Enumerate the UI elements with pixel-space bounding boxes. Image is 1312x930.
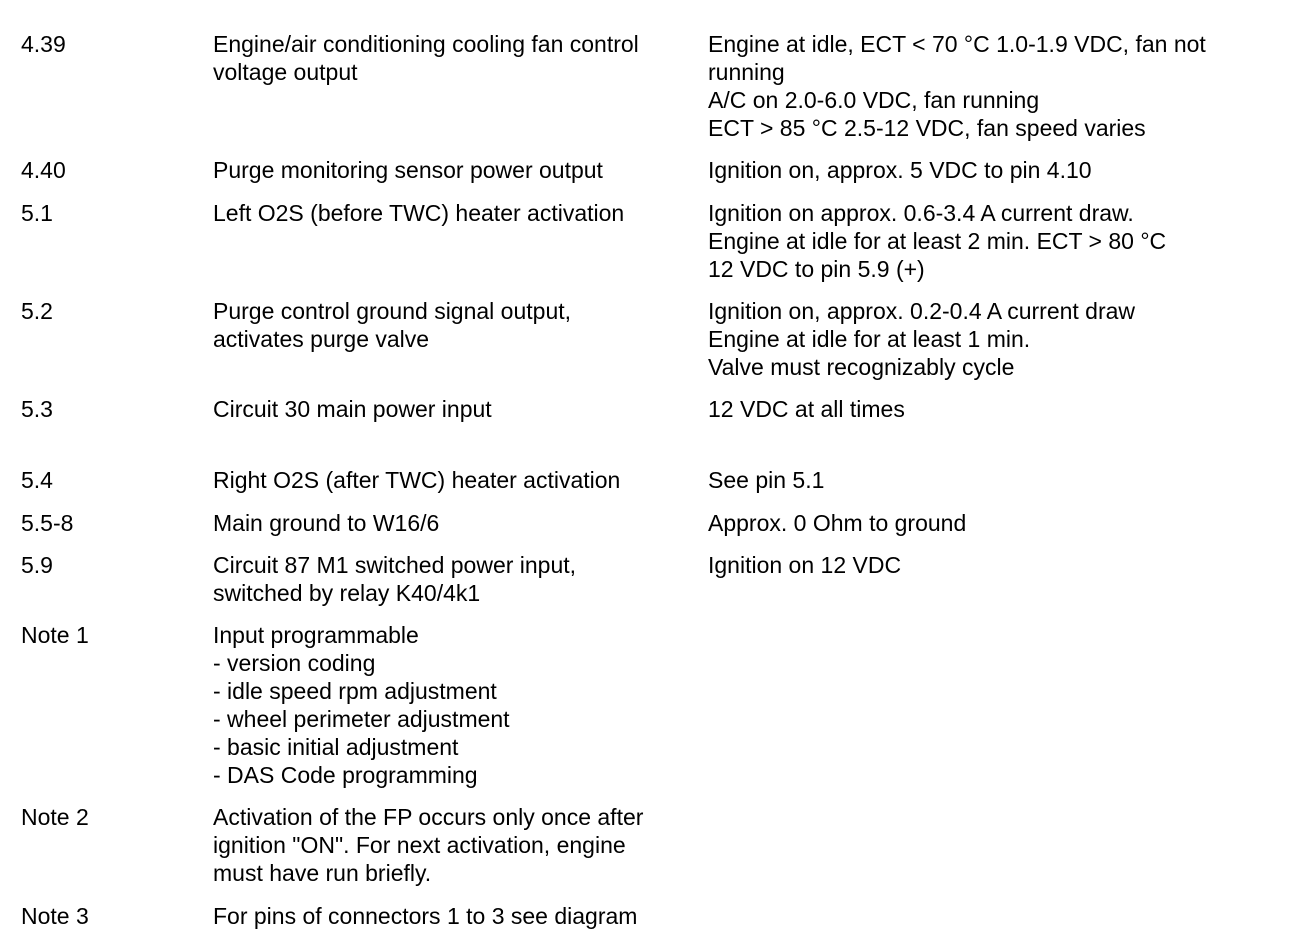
pin-cell: [21, 395, 201, 423]
pin-cell: [21, 199, 201, 227]
test-condition-line: Ignition on, approx. 0.2-0.4 A current draw: [708, 298, 1136, 324]
test-condition-cell: [708, 30, 1298, 142]
test-condition-cell: [708, 156, 1298, 184]
description-line: Left O2S (before TWC) heater activation: [213, 200, 625, 226]
description-line: For pins of connectors 1 to 3 see diagram: [213, 903, 638, 929]
pin-cell: [21, 509, 201, 537]
description-cell: [213, 297, 693, 353]
description-cell: [213, 803, 693, 887]
pin-label: Note 2: [21, 804, 89, 830]
description-line: Input programmable: [213, 622, 419, 648]
test-condition-cell: [708, 509, 1298, 537]
description-cell: [213, 621, 693, 789]
description-cell: [213, 466, 693, 494]
description-cell: [213, 902, 693, 930]
test-condition-line: ECT > 85 °C 2.5-12 VDC, fan speed varies: [708, 115, 1146, 141]
description-line: switched by relay K40/4k1: [213, 580, 481, 606]
description-line: Purge control ground signal output,: [213, 298, 572, 324]
pin-label: 5.5-8: [21, 510, 74, 536]
description-line: Main ground to W16/6: [213, 510, 440, 536]
description-line: - version coding: [213, 650, 376, 676]
pin-label: 5.2: [21, 298, 53, 324]
description-line: - idle speed rpm adjustment: [213, 678, 497, 704]
description-line: Circuit 30 main power input: [213, 396, 492, 422]
pin-cell: [21, 621, 201, 649]
description-line: voltage output: [213, 59, 358, 85]
test-condition-line: 12 VDC at all times: [708, 396, 905, 422]
pin-cell: [21, 466, 201, 494]
pin-cell: [21, 803, 201, 831]
description-cell: [213, 156, 693, 184]
test-condition-line: 12 VDC to pin 5.9 (+): [708, 256, 925, 282]
pin-label: 5.4: [21, 467, 53, 493]
pin-label: 4.39: [21, 31, 66, 57]
test-condition-cell: [708, 551, 1298, 579]
pin-cell: [21, 297, 201, 325]
test-condition-line: A/C on 2.0-6.0 VDC, fan running: [708, 87, 1040, 113]
pin-cell: [21, 30, 201, 58]
description-line: activates purge valve: [213, 326, 430, 352]
pin-label: 4.40: [21, 157, 66, 183]
pin-label: Note 3: [21, 903, 89, 929]
test-condition-line: Engine at idle for at least 2 min. ECT > 80 °C: [708, 228, 1167, 254]
description-line: - DAS Code programming: [213, 762, 478, 788]
test-condition-line: Ignition on, approx. 5 VDC to pin 4.10: [708, 157, 1092, 183]
pin-cell: [21, 156, 201, 184]
pin-label: 5.1: [21, 200, 53, 226]
test-condition-cell: [708, 297, 1298, 381]
test-condition-line: running: [708, 59, 785, 85]
test-condition-line: Approx. 0 Ohm to ground: [708, 510, 967, 536]
description-line: Activation of the FP occurs only once after: [213, 804, 644, 830]
description-line: Circuit 87 M1 switched power input,: [213, 552, 577, 578]
test-condition-line: Engine at idle, ECT < 70 °C 1.0-1.9 VDC, fan not: [708, 31, 1206, 57]
pin-label: 5.3: [21, 396, 53, 422]
description-line: must have run briefly.: [213, 860, 432, 886]
description-line: ignition "ON". For next activation, engine: [213, 832, 626, 858]
test-condition-line: See pin 5.1: [708, 467, 825, 493]
test-condition-line: Valve must recognizably cycle: [708, 354, 1015, 380]
description-cell: [213, 551, 693, 607]
description-cell: [213, 199, 693, 227]
test-condition-cell: [708, 199, 1298, 283]
test-condition-line: Ignition on approx. 0.6-3.4 A current draw.: [708, 200, 1134, 226]
pin-cell: [21, 902, 201, 930]
description-cell: [213, 30, 693, 86]
description-line: - wheel perimeter adjustment: [213, 706, 510, 732]
test-condition-line: Ignition on 12 VDC: [708, 552, 902, 578]
description-cell: [213, 395, 693, 423]
test-condition-cell: [708, 466, 1298, 494]
pin-cell: [21, 551, 201, 579]
pin-label: 5.9: [21, 552, 53, 578]
pin-label: Note 1: [21, 622, 89, 648]
test-condition-cell: [708, 395, 1298, 423]
description-line: Engine/air conditioning cooling fan control: [213, 31, 639, 57]
description-line: Purge monitoring sensor power output: [213, 157, 603, 183]
description-cell: [213, 509, 693, 537]
description-line: - basic initial adjustment: [213, 734, 459, 760]
description-line: Right O2S (after TWC) heater activation: [213, 467, 621, 493]
test-condition-line: Engine at idle for at least 1 min.: [708, 326, 1031, 352]
